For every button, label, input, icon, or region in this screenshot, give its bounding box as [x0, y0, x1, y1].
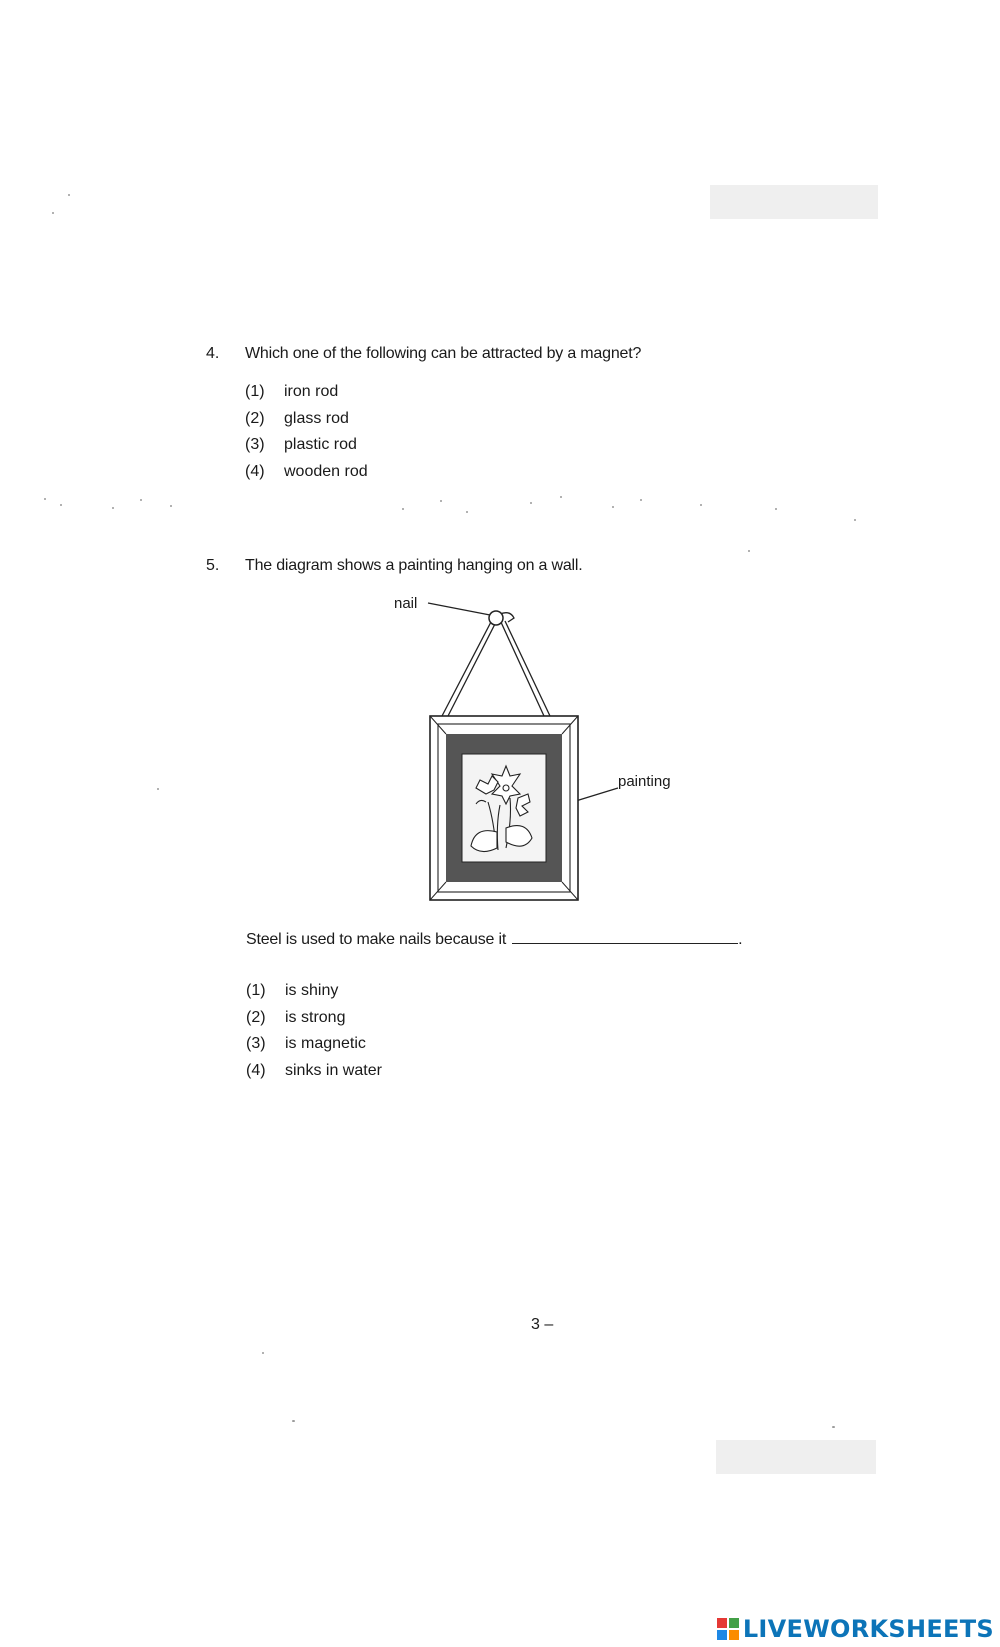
- question-text: The diagram shows a painting hanging on a wall.: [245, 557, 583, 574]
- option-number: (1): [245, 383, 265, 400]
- question-stem: [246, 929, 742, 950]
- liveworksheets-logo[interactable]: [717, 1615, 994, 1643]
- option-text: plastic rod: [284, 436, 357, 453]
- option-text: wooden rod: [284, 463, 368, 480]
- option-number: (3): [246, 1035, 266, 1052]
- option-number: (2): [246, 1009, 266, 1026]
- option-number: (1): [246, 982, 266, 999]
- option-number: (4): [245, 463, 265, 480]
- option-number: (2): [245, 410, 265, 427]
- nail-pointer-line: [428, 603, 490, 615]
- painting-label: painting: [618, 773, 671, 790]
- option-text: is strong: [285, 1009, 346, 1026]
- question-number: 4.: [206, 345, 220, 362]
- brand-name: LIVEWORKSHEETS: [742, 1615, 994, 1643]
- option-text: is magnetic: [285, 1035, 366, 1052]
- option-number: (4): [246, 1062, 266, 1079]
- option-text: glass rod: [284, 410, 349, 427]
- painting-diagram: [360, 590, 690, 920]
- page-number: 3 –: [531, 1316, 554, 1333]
- option-text: sinks in water: [285, 1062, 382, 1079]
- scan-gray-box-top: [710, 185, 878, 219]
- option-number: (3): [245, 436, 265, 453]
- picture-frame: [430, 716, 578, 900]
- question-text: Which one of the following can be attracted by a magnet?: [245, 345, 642, 362]
- stem-end: .: [738, 931, 743, 948]
- nail-head: [489, 611, 503, 625]
- nail-label: nail: [394, 595, 418, 612]
- question-number: 5.: [206, 557, 220, 574]
- hanging-wire: [442, 613, 550, 716]
- option-text: is shiny: [285, 982, 339, 999]
- answer-blank: [512, 929, 738, 944]
- logo-mark-icon: [717, 1618, 739, 1640]
- option-text: iron rod: [284, 383, 339, 400]
- stem-text: Steel is used to make nails because it: [246, 931, 507, 948]
- scan-gray-box-bottom: [716, 1440, 876, 1474]
